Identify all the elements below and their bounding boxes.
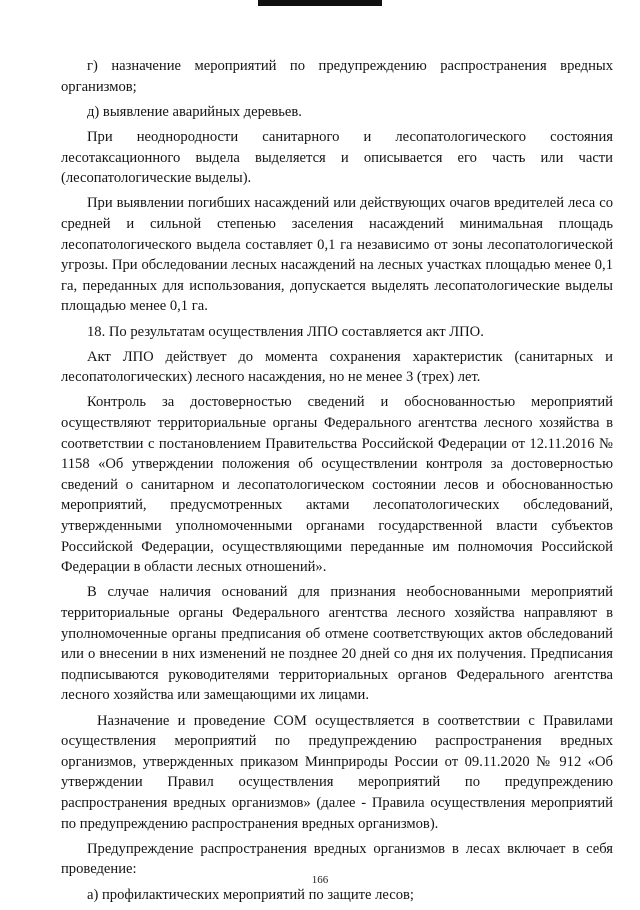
page-number: 166 [311, 874, 329, 886]
paragraph: Акт ЛПО действует до момента сохранения характеристик (санитарных и лесопатологических) лесного насаждения, но не менее 3 (трех) лет. [61, 348, 613, 386]
paragraph: Контроль за достоверностью сведений и обоснованностью мероприятий осуществляют территориальные органы Федерального агентства лесного хозяйства в соответствии с постановлением Правительства Российской Федерации от 12.11.2016 № 1158 «Об утверждении положения об осуществлении контроля за достоверностью сведений о санитарном и лесопатологическом состоянии лесов и обоснованностью мероприятий, предусмотренных актами лесопатологических обследований, утвержденными уполномоченными органами государственной власти субъектов Российской Федерации, осуществляющими переданные им полномочия Российской Федерации в области лесных отношений». [61, 394, 613, 576]
paragraph: г) назначение мероприятий по предупреждению распространения вредных организмов; [61, 58, 613, 95]
scan-artifact [258, 0, 382, 6]
paragraph: д) выявление аварийных деревьев. [87, 103, 302, 120]
paragraph: При неоднородности санитарного и лесопатологического состояния лесотаксационного выдела выделяется и описывается его часть или части (лесопатологические выделы). [61, 128, 613, 187]
paragraph: а) профилактических мероприятий по защите лесов; [87, 886, 414, 903]
paragraph: При выявлении погибших насаждений или действующих очагов вредителей леса со средней и сильной степенью заселения насаждений минимальная площадь лесопатологического выдела составляет 0,1 га независимо от зоны лесопатологической угрозы. При обследовании лесных насаждений на лесных участках площадью менее 0,1 га, переданных для использования, допускается выделять лесопатологические выделы площадью менее 0,1 га. [61, 195, 613, 315]
paragraph: 18. По результатам осуществления ЛПО составляется акт ЛПО. [87, 323, 484, 340]
document-body [61, 56, 613, 910]
paragraph: В случае наличия оснований для признания необоснованными мероприятий территориальные органы Федерального агентства лесного хозяйства направляют в уполномоченные органы предписания об отмене соответствующих актов обследований или о внесении в них изменений не позднее 20 дней со дня их получения. Предписания подписываются руководителями территориальных органов Федерального агентства лесного хозяйства или замещающими их лицами. [61, 584, 613, 704]
paragraph: Предупреждение распространения вредных организмов в лесах включает в себя проведение: [61, 840, 613, 878]
paragraph: Назначение и проведение СОМ осуществляется в соответствии с Правилами осуществления мероприятий по предупреждению распространения вредных организмов, утвержденных приказом Минприроды России от 09.11.2020 № 912 «Об утверждении Правил осуществления мероприятий по предупреждению распространения вредных организмов» (далее - Правила осуществления мероприятий по предупреждению распространения вредных организмов). [61, 712, 613, 832]
